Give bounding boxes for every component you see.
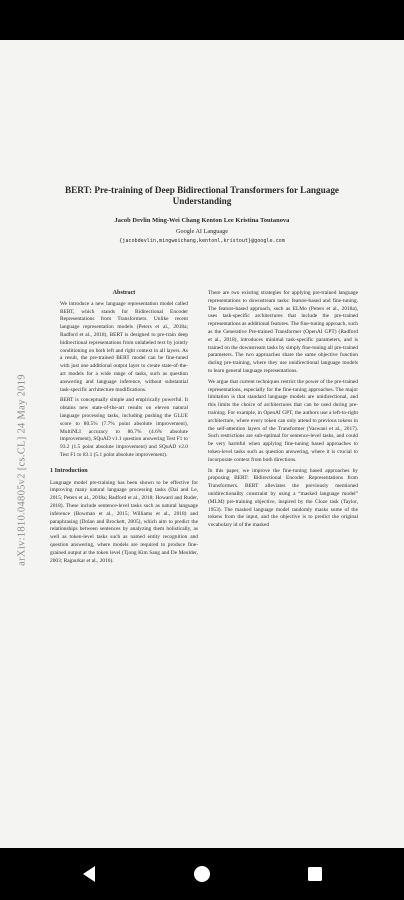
pdf-page[interactable]	[0, 40, 404, 848]
body-paragraph: In this paper, we improve the fine-tuning based approaches by proposing BERT: Bidirectional Encoder Representations from Transformers. BERT alleviates the previously mentioned unidirectionality constraint by using a “masked language model” (MLM) pre-training objective, inspired by the Cloze task (Taylor, 1953). The masked language model randomly masks some of the tokens from the input, and the objective is to predict the original vocabulary id of the masked	[208, 467, 358, 529]
abstract-paragraph: We introduce a new language representation model called BERT, which stands for Bidirectional Encoder Representations from Transformers. Unlike recent language representation models (Peters et al., 2018a; Radford et al., 2018), BERT is designed to pre-train deep bidirectional representations from unlabeled text by jointly conditioning on both left and right context in all layers. As a result, the pre-trained BERT model can be fine-tuned with just one additional output layer to create state-of-the-art models for a wide range of tasks, such as question answering and language inference, without substantial task-specific architecture modifications.	[60, 300, 188, 393]
home-circle-icon[interactable]	[190, 862, 214, 886]
navigation-bar	[0, 848, 404, 900]
arxiv-identifier	[0, 280, 44, 660]
left-column	[50, 290, 198, 568]
paper-title: BERT: Pre-training of Deep Bidirectional Transformers for Language Understanding	[64, 185, 339, 206]
abstract-body	[60, 301, 188, 460]
body-paragraph: There are two existing strategies for applying pre-trained language representations to downstream tasks: feature-based and fine-tuning. The feature-based approach, such as ELMo (Peters et al., 2018a), uses task-specific architectures that include the pre-trained representations as additional features. The fine-tuning approach, such as the Generative Pre-trained Transformer (OpenAI GPT) (Radford et al., 2018), introduces minimal task-specific parameters, and is trained on the downstream tasks by simply fine-tuning all pre-trained parameters. The two approaches share the same objective function during pre-training, where they use unidirectional language models to learn general language representations.	[208, 290, 358, 374]
body-paragraph: Language model pre-training has been shown to be effective for improving many natural language processing tasks (Dai and Le, 2015; Peters et al., 2018a; Radford et al., 2018; Howard and Ruder, 2018). These include sentence-level tasks such as natural language inference (Bowman et al., 2015; Williams et al., 2018) and paraphrasing (Dolan and Brockett, 2005), which aim to predict the relationships between sentences by analyzing them holistically, as well as token-level tasks such as named entity recognition and question answering, where models are required to produce fine-grained output at the token level (Tjong Kim Sang and De Meulder, 2003; Rajpurkar et al., 2016).	[50, 479, 198, 564]
back-triangle-icon[interactable]	[78, 862, 102, 886]
body-paragraph: We argue that current techniques restrict the power of the pre-trained representations, especially for the fine-tuning approaches. The major limitation is that standard language models are unidirectional, and this limits the choice of architectures that can be used during pre-training. For example, in OpenAI GPT, the authors use a left-to-right architecture, where every token can only attend to previous tokens in the self-attention layers of the Transformer (Vaswani et al., 2017). Such restrictions are sub-optimal for sentence-level tasks, and could be very harmful when applying fine-tuning based approaches to token-level tasks such as question answering, where it is crucial to incorporate context from both directions.	[208, 378, 358, 463]
recent-square-icon[interactable]	[303, 862, 327, 886]
right-column	[208, 290, 358, 533]
paper-affiliation: Google AI Language	[176, 228, 228, 235]
abstract-paragraph: BERT is conceptually simple and empirically powerful. It obtains new state-of-the-art results on eleven natural language processing tasks, including pushing the GLUE score to 80.5% (7.7% point absolute improvement), MultiNLI accuracy to 86.7% (4.6% absolute improvement), SQuAD v1.1 question answering Test F1 to 93.2 (1.5 point absolute improvement) and SQuAD v2.0 Test F1 to 83.1 (5.1 point absolute improvement).	[60, 397, 188, 458]
arxiv-identifier-text: arXiv:1810.04805v2 [cs.CL] 24 May 2019	[16, 374, 28, 566]
paper-emails: {jacobdevlin,mingweichang,kentonl,kristout}@google.com	[119, 238, 285, 244]
abstract-heading: Abstract	[112, 290, 136, 296]
paper-authors: Jacob Devlin Ming-Wei Chang Kenton Lee Kristina Toutanova	[114, 217, 290, 224]
status-bar	[0, 0, 404, 40]
section-heading: 1 Introduction	[50, 467, 88, 474]
